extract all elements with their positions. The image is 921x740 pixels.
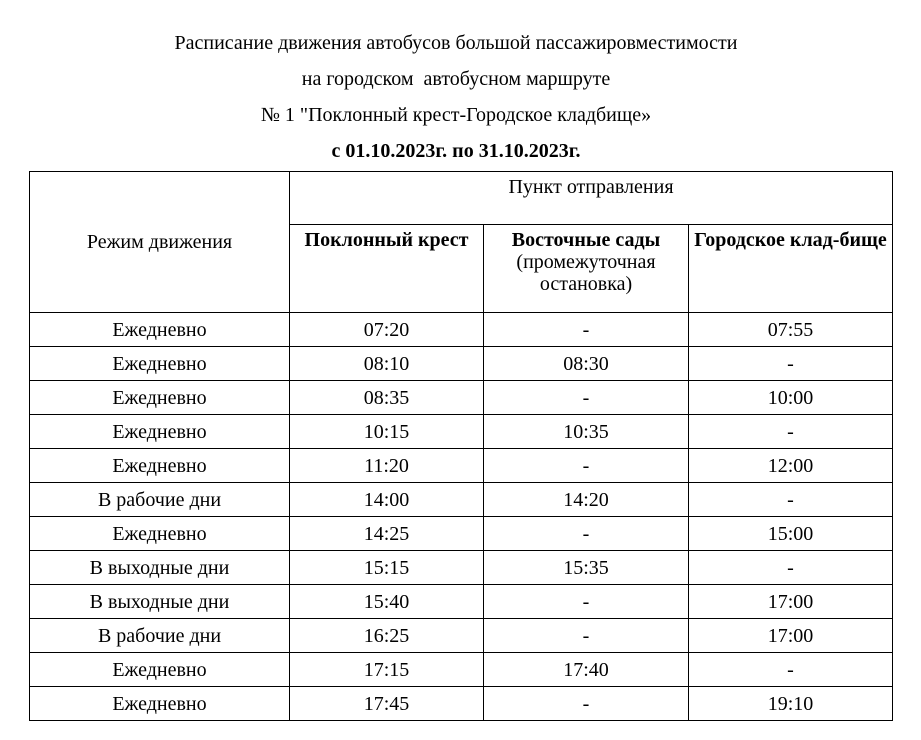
- table-row: [30, 619, 893, 653]
- time-cell-poklonny-krest: 17:45: [290, 687, 484, 721]
- stop-header-3: [689, 225, 893, 313]
- mode-cell: В выходные дни: [30, 551, 290, 585]
- time-cell-gorodskoe-kladbische: 17:00: [689, 585, 893, 619]
- title-line-3: № 1 "Поклонный крест-Городское кладбище»: [260, 104, 652, 126]
- mode-cell: Ежедневно: [30, 687, 290, 721]
- mode-cell: Ежедневно: [30, 415, 290, 449]
- mode-cell: Ежедневно: [30, 517, 290, 551]
- time-cell-gorodskoe-kladbische: 15:00: [689, 517, 893, 551]
- time-cell-vostochnye-sady: 17:40: [484, 653, 689, 687]
- table-row: [30, 483, 893, 517]
- title-line-dates: с 01.10.2023г. по 31.10.2023г.: [331, 140, 581, 162]
- mode-cell: В рабочие дни: [30, 483, 290, 517]
- time-cell-gorodskoe-kladbische: 12:00: [689, 449, 893, 483]
- time-cell-poklonny-krest: 08:10: [290, 347, 484, 381]
- mode-header: Режим движения: [30, 172, 290, 313]
- time-cell-gorodskoe-kladbische: -: [689, 347, 893, 381]
- mode-cell: Ежедневно: [30, 381, 290, 415]
- mode-cell: В выходные дни: [30, 585, 290, 619]
- time-cell-poklonny-krest: 14:25: [290, 517, 484, 551]
- mode-cell: Ежедневно: [30, 449, 290, 483]
- mode-cell: В рабочие дни: [30, 619, 290, 653]
- document-title: [0, 28, 912, 166]
- time-cell-poklonny-krest: 15:15: [290, 551, 484, 585]
- table-row: [30, 415, 893, 449]
- time-cell-vostochnye-sady: -: [484, 313, 689, 347]
- time-cell-gorodskoe-kladbische: 10:00: [689, 381, 893, 415]
- time-cell-gorodskoe-kladbische: 17:00: [689, 619, 893, 653]
- time-cell-poklonny-krest: 08:35: [290, 381, 484, 415]
- table-row: [30, 313, 893, 347]
- time-cell-vostochnye-sady: 14:20: [484, 483, 689, 517]
- time-cell-gorodskoe-kladbische: 07:55: [689, 313, 893, 347]
- time-cell-poklonny-krest: 11:20: [290, 449, 484, 483]
- time-cell-vostochnye-sady: 08:30: [484, 347, 689, 381]
- stop-note: (промежуточная остановка): [516, 251, 656, 295]
- time-cell-vostochnye-sady: 10:35: [484, 415, 689, 449]
- table-row: [30, 687, 893, 721]
- stop-header-1: [290, 225, 484, 313]
- time-cell-gorodskoe-kladbische: -: [689, 551, 893, 585]
- departure-header: Пункт отправления: [290, 172, 893, 225]
- time-cell-gorodskoe-kladbische: -: [689, 653, 893, 687]
- time-cell-vostochnye-sady: -: [484, 449, 689, 483]
- schedule-body: [30, 313, 893, 721]
- table-row: [30, 517, 893, 551]
- time-cell-poklonny-krest: 16:25: [290, 619, 484, 653]
- time-cell-poklonny-krest: 10:15: [290, 415, 484, 449]
- time-cell-poklonny-krest: 14:00: [290, 483, 484, 517]
- table-row: [30, 551, 893, 585]
- mode-cell: Ежедневно: [30, 347, 290, 381]
- time-cell-gorodskoe-kladbische: -: [689, 415, 893, 449]
- time-cell-poklonny-krest: 17:15: [290, 653, 484, 687]
- stop-name: Восточные сады: [511, 229, 661, 251]
- time-cell-vostochnye-sady: -: [484, 517, 689, 551]
- stop-name: Поклонный крест: [304, 229, 469, 251]
- time-cell-vostochnye-sady: -: [484, 619, 689, 653]
- header-row-top: [30, 172, 893, 225]
- stop-name: Городское клад-бище: [694, 229, 887, 251]
- time-cell-vostochnye-sady: -: [484, 687, 689, 721]
- title-line-2: на городском автобусном маршруте: [301, 68, 611, 90]
- table-row: [30, 585, 893, 619]
- stop-header-2: [484, 225, 689, 313]
- time-cell-vostochnye-sady: -: [484, 585, 689, 619]
- time-cell-gorodskoe-kladbische: -: [689, 483, 893, 517]
- time-cell-vostochnye-sady: 15:35: [484, 551, 689, 585]
- schedule-table: [29, 171, 893, 721]
- mode-cell: Ежедневно: [30, 313, 290, 347]
- time-cell-gorodskoe-kladbische: 19:10: [689, 687, 893, 721]
- table-row: [30, 449, 893, 483]
- time-cell-vostochnye-sady: -: [484, 381, 689, 415]
- table-row: [30, 653, 893, 687]
- table-row: [30, 381, 893, 415]
- mode-cell: Ежедневно: [30, 653, 290, 687]
- table-row: [30, 347, 893, 381]
- time-cell-poklonny-krest: 07:20: [290, 313, 484, 347]
- time-cell-poklonny-krest: 15:40: [290, 585, 484, 619]
- title-line-1: Расписание движения автобусов большой пассажировместимости: [174, 32, 738, 54]
